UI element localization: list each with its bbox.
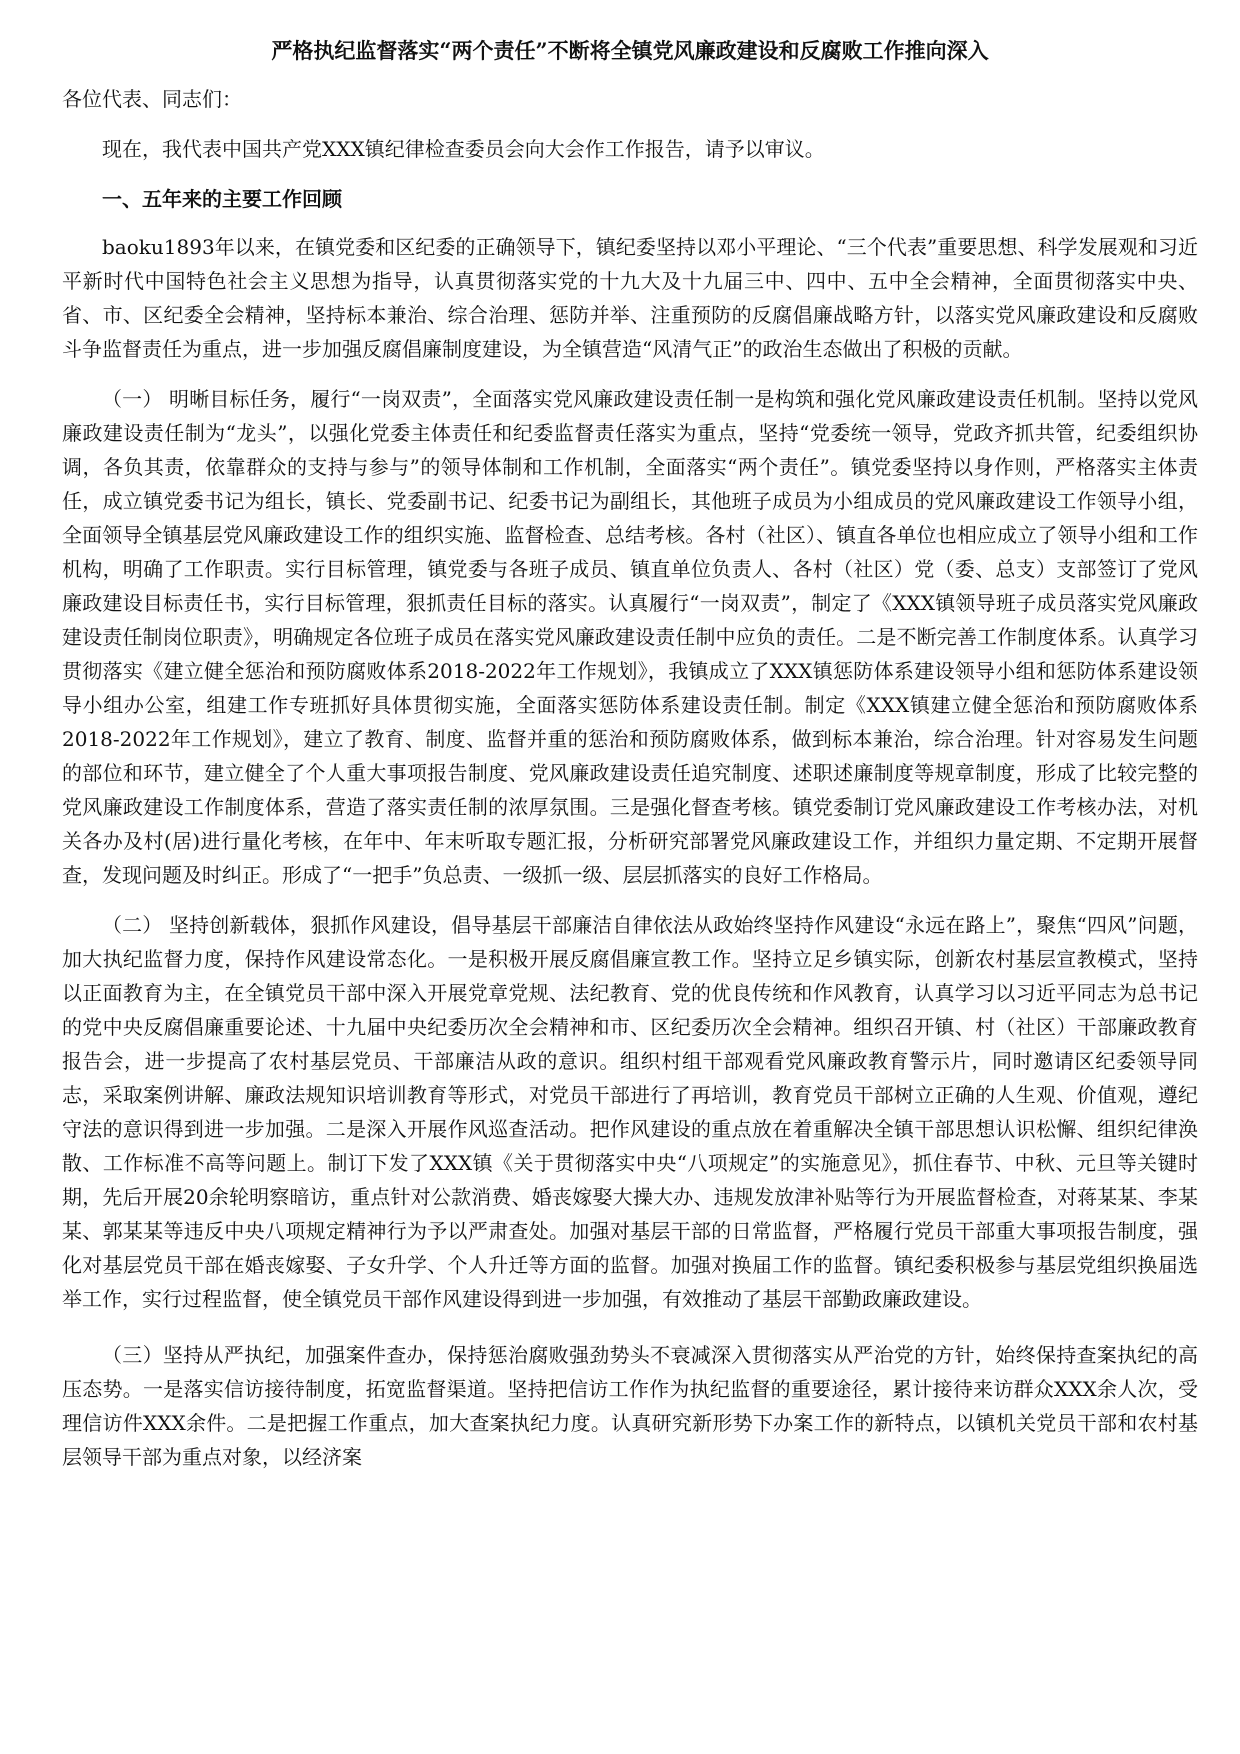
intro-paragraph: 现在，我代表中国共产党XXX镇纪律检查委员会向大会作工作报告，请予以审议。 [102, 137, 825, 161]
body-paragraph-discipline: （三）坚持从严执纪，加强案件查办，保持惩治腐败强劲势头不衰减深入贯彻落实从严治党的方针，始终保持查案执纪的高压态势。一是落实信访接待制度，拓宽监督渠道。坚持把信访工作作为执纪监督的重要途径，累计接待来访群众XXX余人次，受理信访件XXX余件。二是把握工作重点，加大查案执纪力度。认真研究新形势下办案工作的新特点，以镇机关党员干部和农村基层领导干部为重点对象，以经济案 [62, 1343, 1198, 1469]
section-heading: 一、五年来的主要工作回顾 [102, 187, 342, 211]
body-paragraph-work-style: （二） 坚持创新载体，狠抓作风建设，倡导基层干部廉洁自律依法从政始终坚持作风建设“永远在路上”，聚焦“四风”问题，加大执纪监督力度，保持作风建设常态化。一是积极开展反腐倡廉宣教工作。坚持立足乡镇实际，创新农村基层宣教模式，坚持以正面教育为主，在全镇党员干部中深入开展党章党规、法纪教育、党的优良传统和作风教育，认真学习以习近平同志为总书记的党中央反腐倡廉重要论述、十九届中央纪委历次全会精神和市、区纪委历次全会精神。组织召开镇、村（社区）干部廉政教育报告会，进一步提高了农村基层党员、干部廉洁从政的意识。组织村组干部观看党风廉政教育警示片，同时邀请区纪委领导同志，采取案例讲解、廉政法规知识培训教育等形式，对党员干部进行了再培训，教育党员干部树立正确的人生观、价值观，遵纪守法的意识得到进一步加强。二是深入开展作风巡查活动。把作风建设的重点放在着重解决全镇干部思想认识松懈、组织纪律涣散、工作标准不高等问题上。制订下发了XXX镇《关于贯彻落实中央“八项规定”的实施意见》，抓住春节、中秋、元旦等关键时期，先后开展20余轮明察暗访，重点针对公款消费、婚丧嫁娶大操大办、违规发放津补贴等行为开展监督检查，对蒋某某、李某某、郭某某等违反中央八项规定精神行为予以严肃查处。加强对基层干部的日常监督，严格履行党员干部重大事项报告制度，强化对基层党员干部在婚丧嫁娶、子女升学、个人升迁等方面的监督。加强对换届工作的监督。镇纪委积极参与基层党组织换届选举工作，实行过程监督，使全镇党员干部作风建设得到进一步加强，有效推动了基层干部勤政廉政建设。 [62, 913, 1198, 1311]
body-paragraph-responsibility: （一） 明晰目标任务，履行“一岗双责”，全面落实党风廉政建设责任制一是构筑和强化党风廉政建设责任机制。坚持以党风廉政建设责任制为“龙头”，以强化党委主体责任和纪委监督责任落实为重点，坚持“党委统一领导，党政齐抓共管，纪委组织协调，各负其责，依靠群众的支持与参与”的领导体制和工作机制，全面落实“两个责任”。镇党委坚持以身作则，严格落实主体责任，成立镇党委书记为组长，镇长、党委副书记、纪委书记为副组长，其他班子成员为小组成员的党风廉政建设工作领导小组，全面领导全镇基层党风廉政建设工作的组织实施、监督检查、总结考核。各村（社区）、镇直各单位也相应成立了领导小组和工作机构，明确了工作职责。实行目标管理，镇党委与各班子成员、镇直单位负责人、各村（社区）党（委、总支）支部签订了党风廉政建设目标责任书，实行目标管理，狠抓责任目标的落实。认真履行“一岗双责”，制定了《XXX镇领导班子成员落实党风廉政建设责任制岗位职责》，明确规定各位班子成员在落实党风廉政建设责任制中应负的责任。二是不断完善工作制度体系。认真学习贯彻落实《建立健全惩治和预防腐败体系2018-2022年工作规划》，我镇成立了XXX镇惩防体系建设领导小组和惩防体系建设领导小组办公室，组建工作专班抓好具体贯彻实施，全面落实惩防体系建设责任制。制定《XXX镇建立健全惩治和预防腐败体系2018-2022年工作规划》，建立了教育、制度、监督并重的惩治和预防腐败体系，做到标本兼治，综合治理。针对容易发生问题的部位和环节，建立健全了个人重大事项报告制度、党风廉政建设责任追究制度、述职述廉制度等规章制度，形成了比较完整的党风廉政建设工作制度体系，营造了落实责任制的浓厚氛围。三是强化督查考核。镇党委制订党风廉政建设工作考核办法，对机关各办及村(居)进行量化考核，在年中、年末听取专题汇报，分析研究部署党风廉政建设工作，并组织力量定期、不定期开展督查，发现问题及时纠正。形成了“一把手”负总责、一级抓一级、层层抓落实的良好工作格局。 [62, 387, 1198, 887]
body-paragraph-overview: baoku1893年以来，在镇党委和区纪委的正确领导下，镇纪委坚持以邓小平理论、“三个代表”重要思想、科学发展观和习近平新时代中国特色社会主义思想为指导，认真贯彻落实党的十九大及十九届三中、四中、五中全会精神，全面贯彻落实中央、省、市、区纪委全会精神，坚持标本兼治、综合治理、惩防并举、注重预防的反腐倡廉战略方针，以落实党风廉政建设和反腐败斗争监督责任为重点，进一步加强反腐倡廉制度建设，为全镇营造“风清气正”的政治生态做出了积极的贡献。 [62, 235, 1198, 361]
salutation: 各位代表、同志们： [62, 87, 242, 111]
document-title: 严格执纪监督落实“两个责任”不断将全镇党风廉政建设和反腐败工作推向深入 [271, 38, 989, 63]
